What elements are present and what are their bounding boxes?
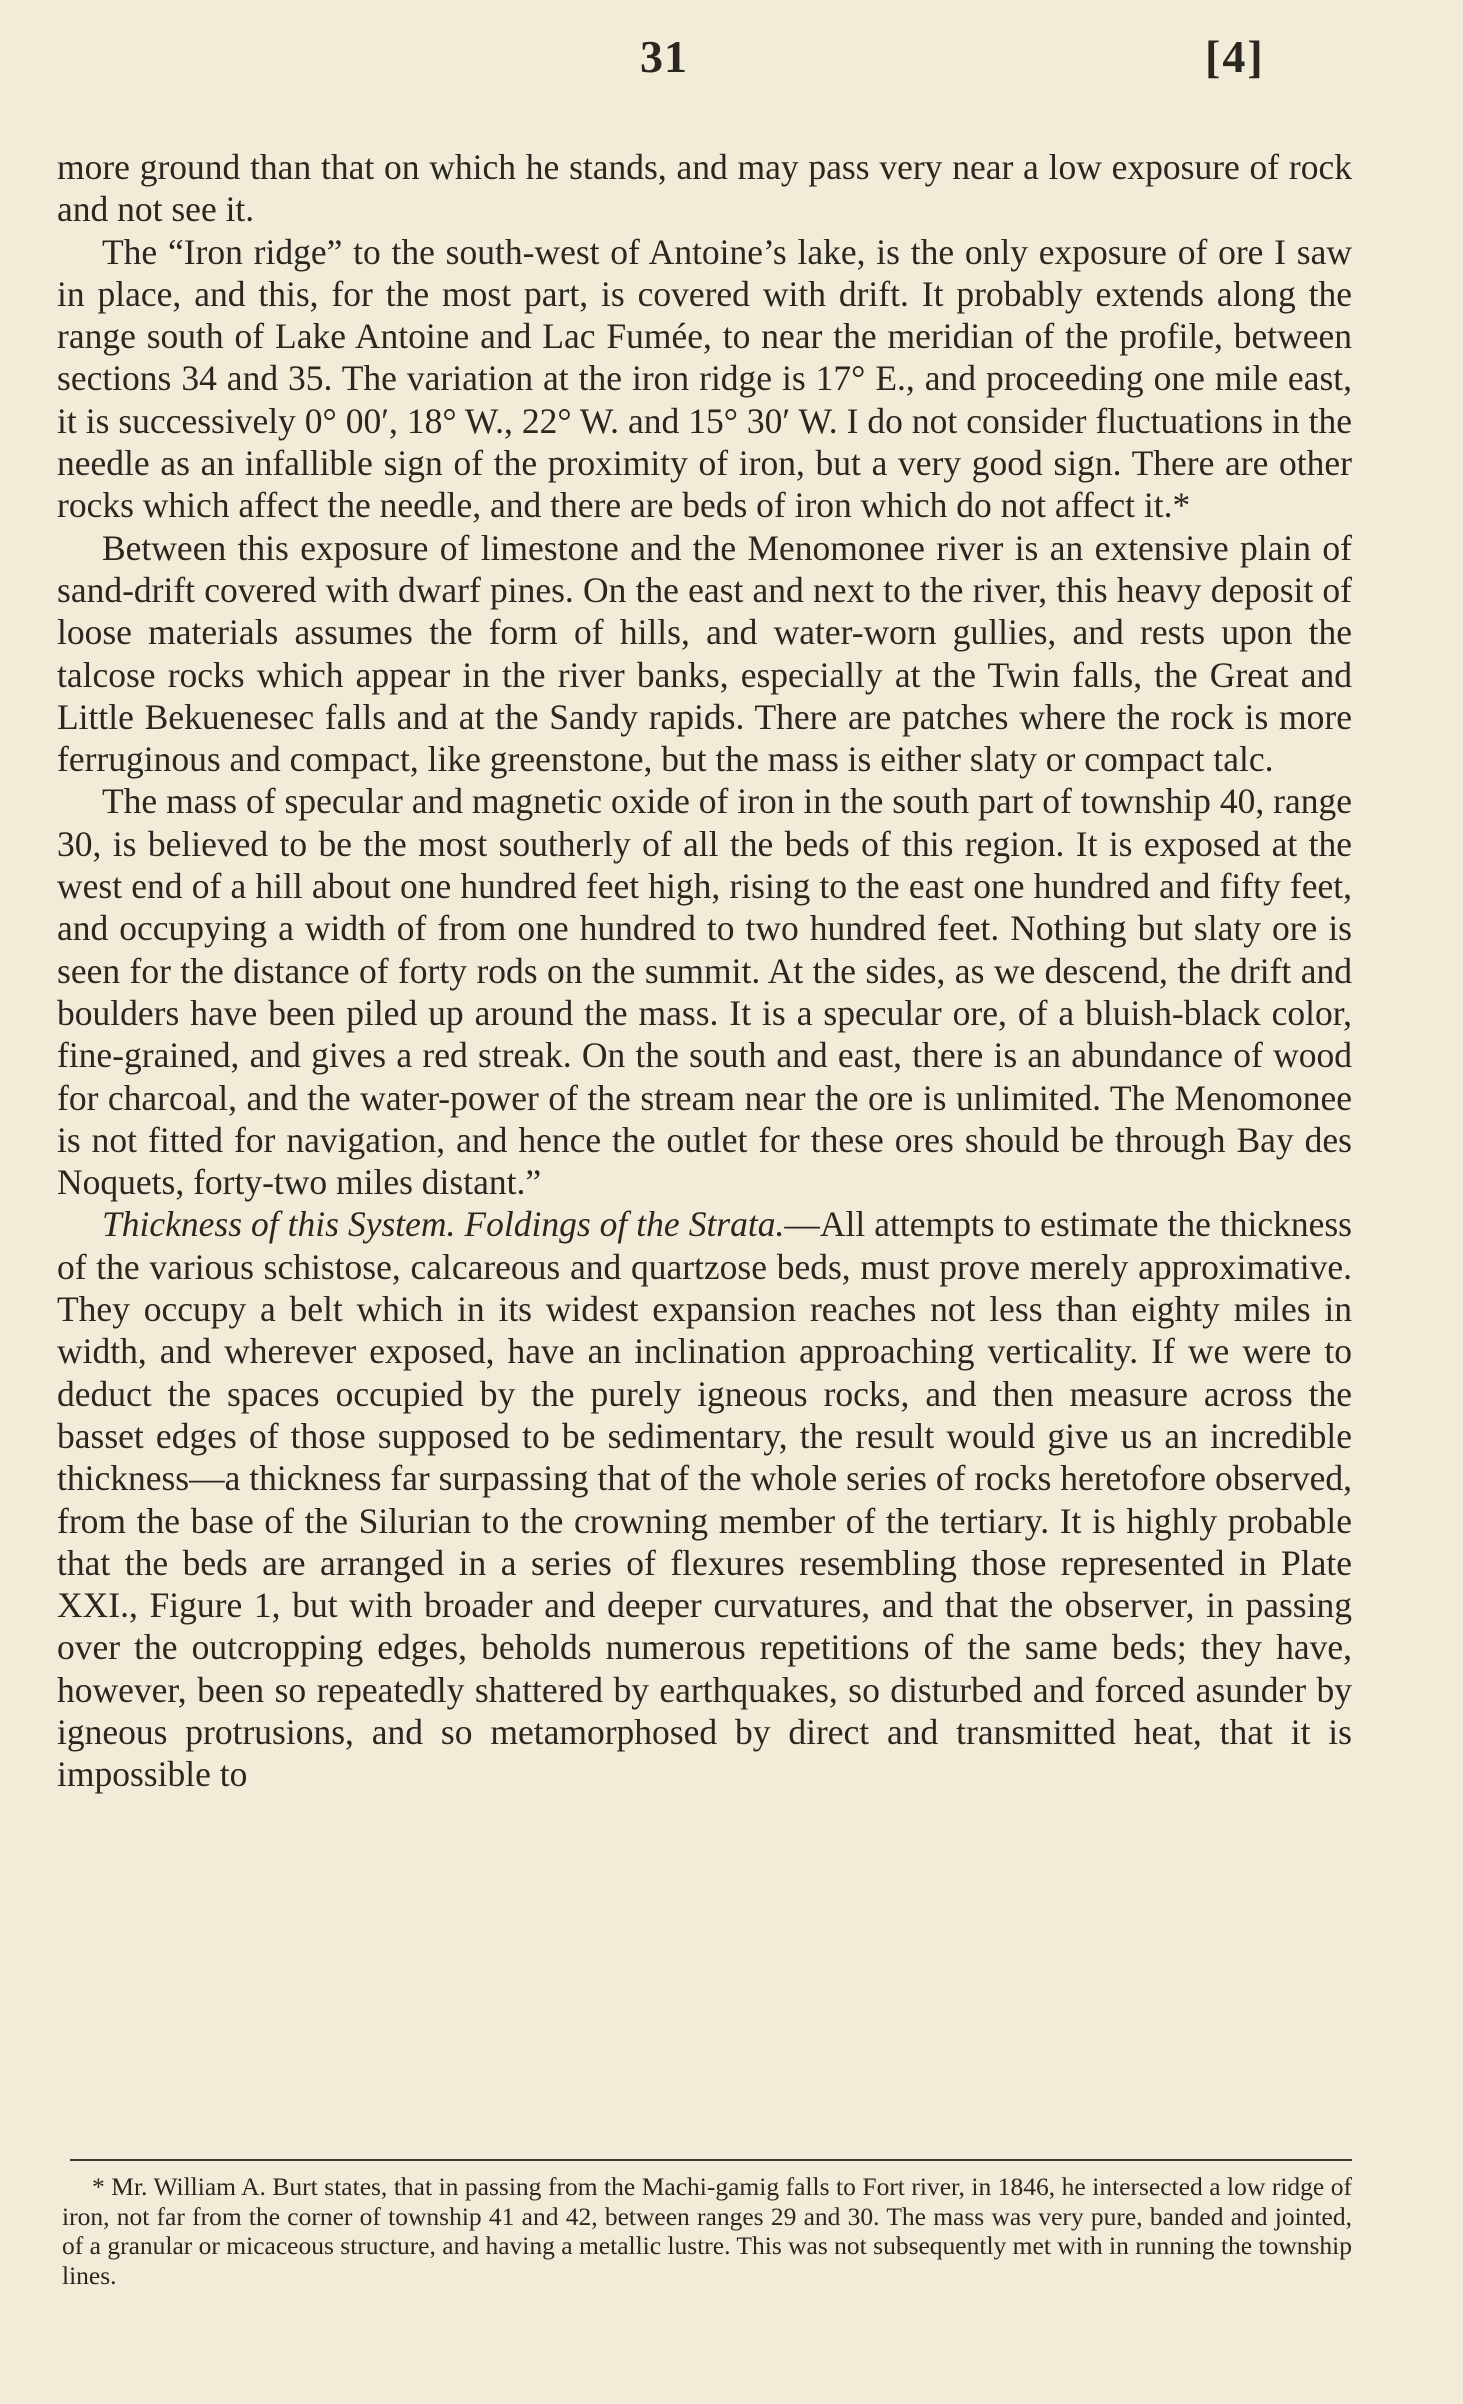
paragraph-5 [57, 1203, 1352, 1795]
footnote [62, 2172, 1352, 2290]
section-heading: Thickness of this System. Foldings of the Strata. [102, 1204, 785, 1245]
footnote-text: * Mr. William A. Burt states, that in passing from the Machi-gamig falls to Fort river, in 1846, he intersected a low ridge of iron, not far from the corner of township 41 and 42, between ranges 29 and 30. The mass was very pure, banded and jointed, of a granular or micaceous structure, and having a metallic lustre. This was not subsequently met with in running the township lines. [62, 2172, 1352, 2290]
paragraph-1: more ground than that on which he stands, and may pass very near a low exposure of rock and not see it. [57, 147, 1352, 230]
page-number: 31 [640, 31, 688, 82]
paragraph-4: The mass of specular and magnetic oxide of iron in the south part of township 40, range 30, is believed to be the most southerly of all the beds of this region. It is exposed at the west end of a hill about one hundred feet high, rising to the east one hundred and fifty feet, and occupying a width of from one hundred to two hundred feet. Nothing but slaty ore is seen for the distance of forty rods on the summit. At the sides, as we descend, the drift and boulders have been piled up around the mass. It is a specular ore, of a bluish-black color, fine-grained, and gives a red streak. On the south and east, there is an abundance of wood for charcoal, and the water-power of the stream near the ore is unlimited. The Menomonee is not fitted for navigation, and hence the outlet for these ores should be through Bay des Noquets, forty-two miles distant.” [57, 781, 1352, 1203]
footnote-rule [70, 2159, 1352, 2161]
paragraph-2: The “Iron ridge” to the south-west of Antoine’s lake, is the only exposure of ore I saw in place, and this, for the most part, is covered with drift. It probably extends along the range south of Lake Antoine and Lac Fumée, to near the meridian of the profile, between sections 34 and 35. The variation at the iron ridge is 17° E., and proceeding one mile east, it is successively 0° 00′, 18° W., 22° W. and 15° 30′ W. I do not consider fluctuations in the needle as an infallible sign of the proximity of iron, but a very good sign. There are other rocks which affect the needle, and there are beds of iron which do not affect it.* [57, 231, 1352, 526]
body-text [57, 146, 1352, 1796]
paragraph-3: Between this exposure of limestone and the Menomonee river is an extensive plain of sand-drift covered with dwarf pines. On the east and next to the river, this heavy deposit of loose materials assumes the form of hills, and water-worn gullies, and rests upon the talcose rocks which appear in the river banks, especially at the Twin falls, the Great and Little Bekuenesec falls and at the Sandy rapids. There are patches where the rock is more ferruginous and compact, like greenstone, but the mass is either slaty or compact talc. [57, 527, 1352, 780]
paragraph-5-text: —All attempts to estimate the thickness of the various schistose, calcareous and quartzose beds, must prove merely approximative. They occupy a belt which in its widest expansion reaches not less than eighty miles in width, and wherever exposed, have an inclination approaching verticality. If we were to deduct the spaces occupied by the purely igneous rocks, and then measure across the basset edges of those supposed to be sedimentary, the result would give us an incredible thickness—a thickness far surpassing that of the whole series of rocks heretofore observed, from the base of the Silurian to the crowning member of the tertiary. It is highly probable that the beds are arranged in a series of flexures resembling those represented in Plate XXI., Figure 1, but with broader and deeper curvatures, and that the observer, in passing over the outcropping edges, beholds numerous repetitions of the same beds; they have, however, been so repeatedly shattered by earthquakes, so disturbed and forced asunder by igneous protrusions, and so metamorphosed by direct and transmitted heat, that it is impossible to [57, 1204, 1352, 1795]
page-header [0, 22, 1463, 102]
sheet-mark: [4] [1205, 31, 1265, 82]
